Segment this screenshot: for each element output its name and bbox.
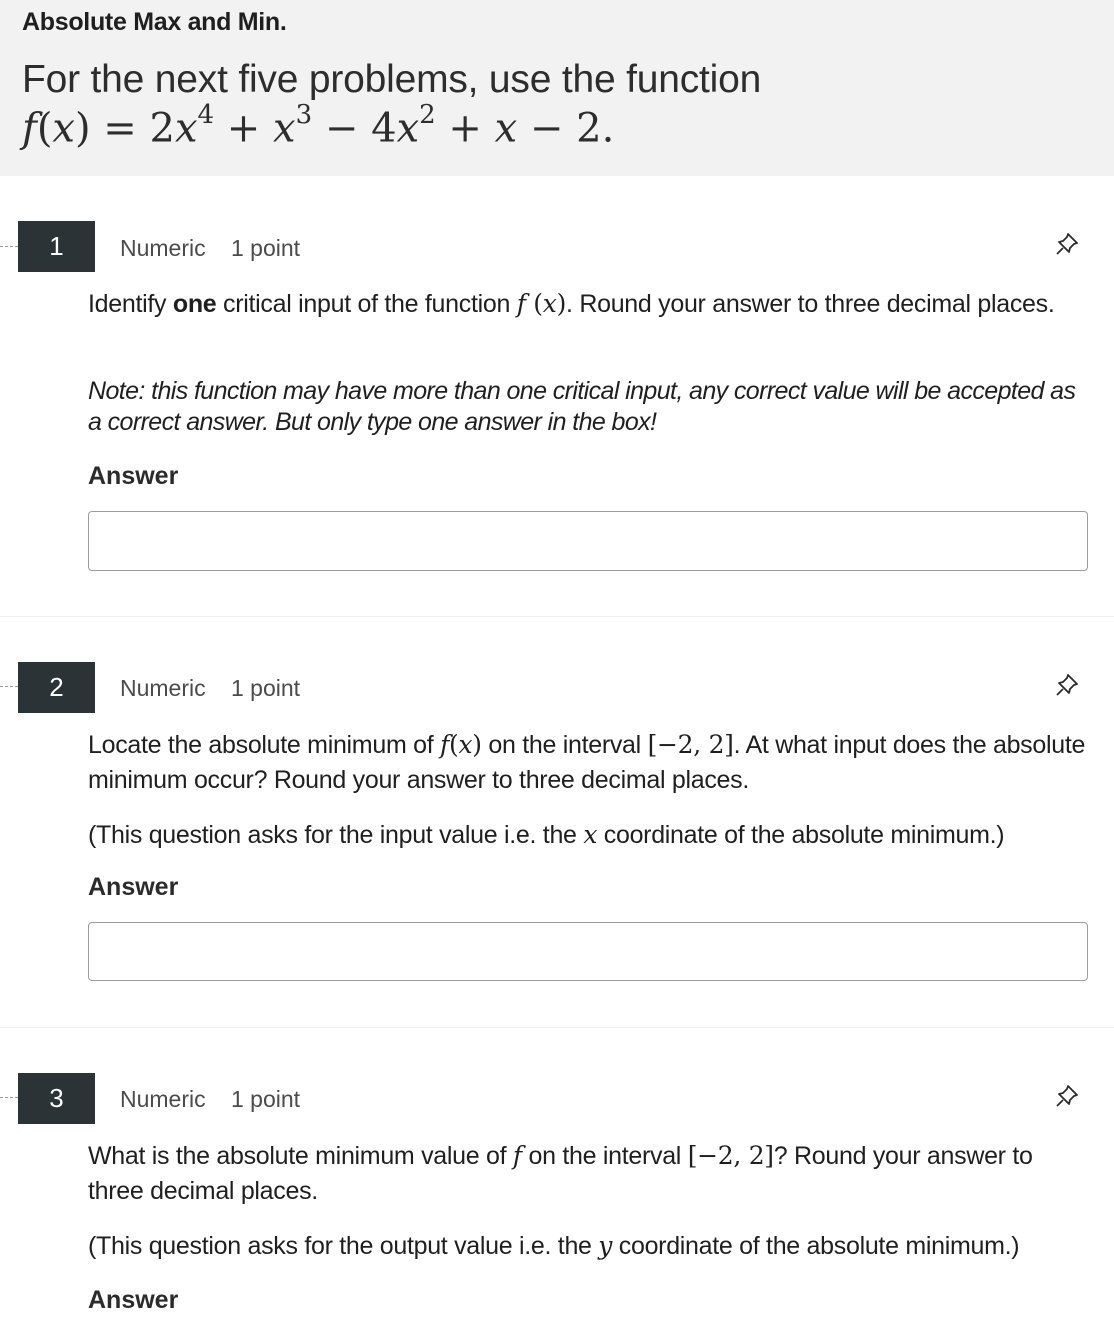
question-3-marker-line (0, 1097, 18, 1098)
question-2-type: Numeric (120, 675, 206, 701)
question-3-points: 1 point (231, 1086, 301, 1112)
question-1-answer-label: Answer (88, 462, 179, 490)
question-2-clarification: (This question asks for the input value i.e. the x coordinate of the absolute minimum.) (88, 820, 1005, 849)
question-1-number: 1 (18, 221, 95, 272)
question-1-answer-input[interactable] (88, 511, 1088, 571)
question-1-text: Identify one critical input of the function f (x). Round your answer to three decimal places. (88, 289, 1055, 318)
question-1-points: 1 point (231, 235, 301, 261)
question-1-type: Numeric (120, 235, 206, 261)
pin-icon[interactable] (1053, 230, 1081, 258)
pin-icon[interactable] (1053, 671, 1081, 699)
question-1-marker-line (0, 246, 18, 247)
question-3-text: What is the absolute minimum value of f on the interval [−2, 2]? Round your answer to three decimal places. (88, 1141, 1033, 1205)
question-2-number: 2 (18, 662, 95, 713)
pin-icon[interactable] (1053, 1082, 1081, 1110)
divider (0, 1027, 1114, 1028)
question-3-answer-label: Answer (88, 1286, 179, 1314)
intro-text: For the next five problems, use the function (22, 58, 762, 101)
question-2-points: 1 point (231, 675, 301, 701)
question-3-type: Numeric (120, 1086, 206, 1112)
question-2-marker-line (0, 686, 18, 687)
question-2-answer-label: Answer (88, 873, 179, 901)
question-1-note: Note: this function may have more than one critical input, any correct value will be accepted as a correct answer. But only type one answer in the box! (88, 377, 1076, 436)
function-formula: $f(x) = 2x^4 + x^3 - 4x^2 + x - 2$. (22, 100, 615, 152)
question-2-text: Locate the absolute minimum of f(x) on the interval [−2, 2]. At what input does the absolute minimum occur? Round your answer to three decimal places. (88, 730, 1086, 794)
question-3-number: 3 (18, 1073, 95, 1124)
section-title: Absolute Max and Min. (22, 8, 287, 36)
divider (0, 616, 1114, 617)
question-2-answer-input[interactable] (88, 922, 1088, 981)
question-3-clarification: (This question asks for the output value i.e. the y coordinate of the absolute minimum.) (88, 1231, 1020, 1260)
section-header (0, 0, 1114, 176)
